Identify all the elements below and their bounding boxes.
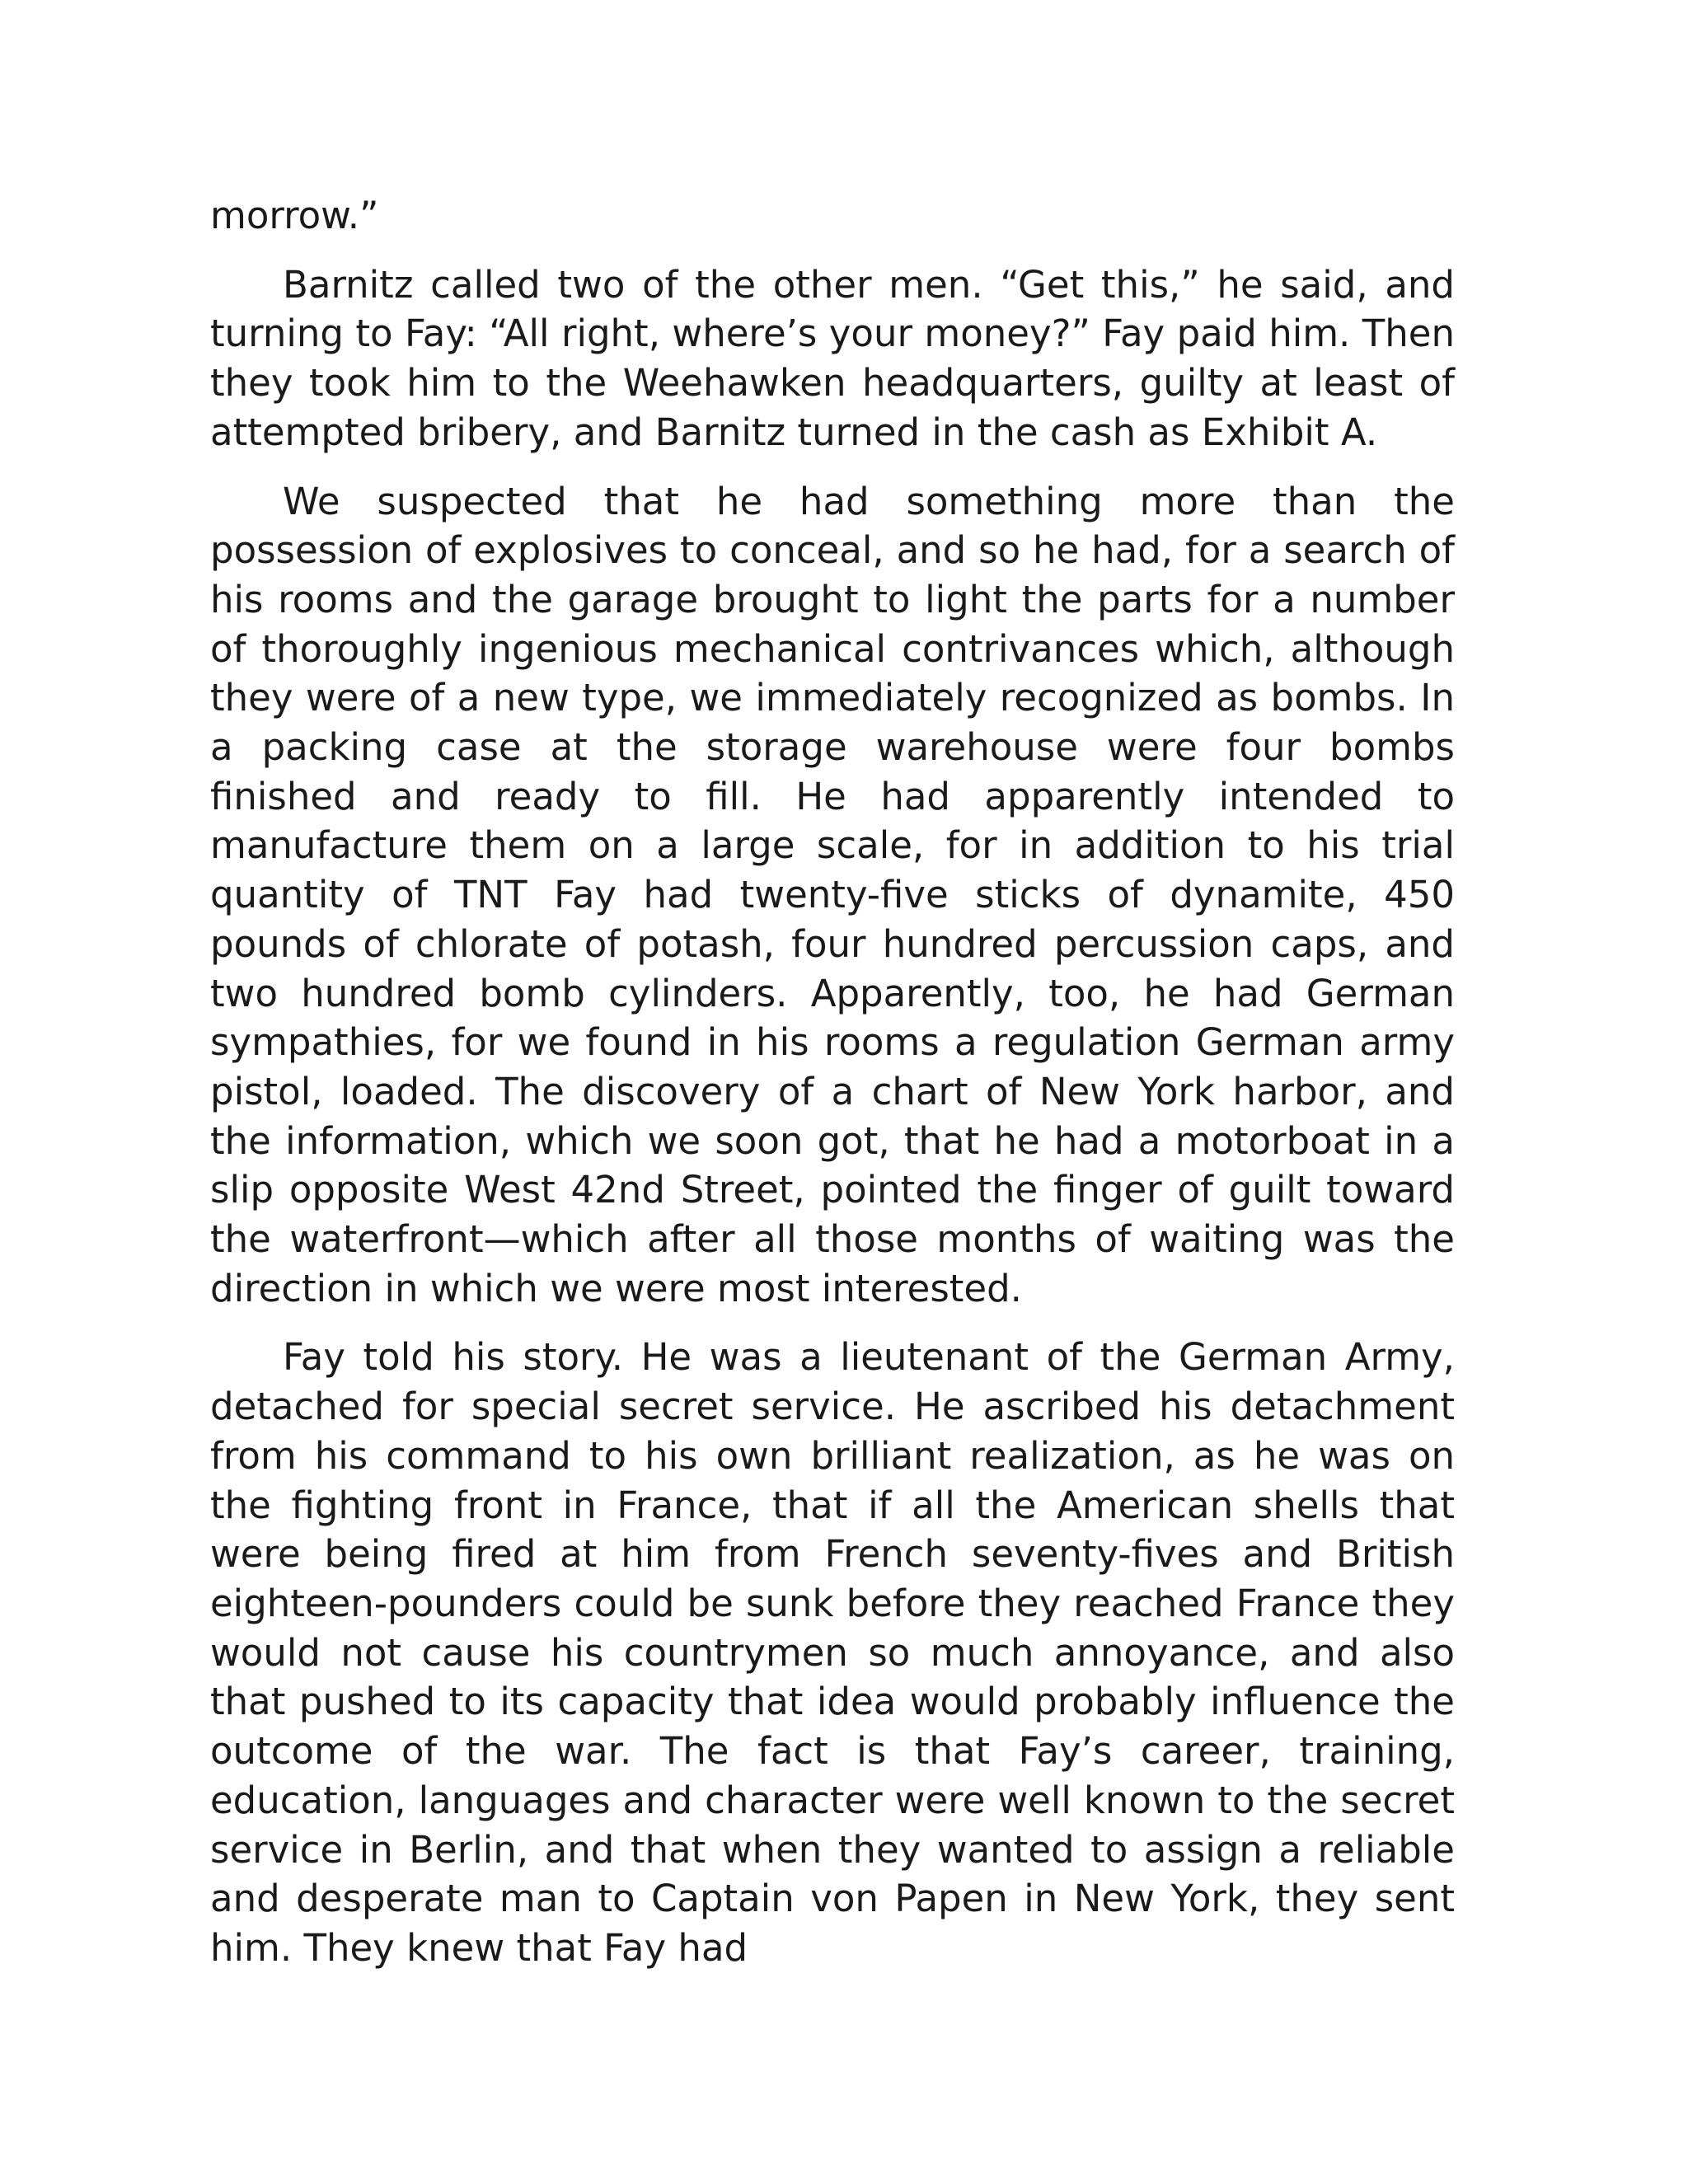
text-body	[210, 191, 1455, 1993]
paragraph-barnitz: Barnitz called two of the other men. “Get this,” he said, and turning to Fay: “All right, where’s your money?” Fay paid him. Then they took him to the Weehawken headquarters, guilty at least of attempted bribery, and Barnitz turned in the cash as Exhibit A.	[210, 262, 1455, 454]
paragraph-fay-story: Fay told his story. He was a lieutenant of the German Army, detached for special secret service. He ascribed his detachment from his command to his own brilliant realization, as he was on the fighting front in France, that if all the American shells that were being fired at him from French seventy-fives and British eighteen-pounders could be sunk before they reached France they would not cause his countrymen so much annoyance, and also that pushed to its capacity that idea would probably influence the outcome of the war. The fact is that Fay’s career, training, education, languages and character were well known to the secret service in Berlin, and that when they wanted to assign a reliable and desperate man to Captain von Papen in New York, they sent him. They knew that Fay had	[210, 1335, 1455, 1970]
paragraph-continuation: morrow.”	[210, 194, 379, 237]
paragraph-bombs-search: We suspected that he had something more than the possession of explosives to conceal, and so he had, for a search of his rooms and the garage brought to light the parts for a number of thoroughly ingenious mechanical contrivances which, although they were of a new type, we immediately recognized as bombs. In a packing case at the storage warehouse were four bombs finished and ready to fill. He had apparently intended to manufacture them on a large scale, for in addition to his trial quantity of TNT Fay had twenty-five sticks of dynamite, 450 pounds of chlorate of potash, four hundred percussion caps, and two hundred bomb cylinders. Apparently, too, he had German sympathies, for we found in his rooms a regulation German army pistol, loaded. The discovery of a chart of New York harbor, and the information, which we soon got, that he had a motorboat in a slip opposite West 42nd Street, pointed the finger of guilt toward the waterfront—which after all those months of waiting was the direction in which we were most interested.	[210, 479, 1455, 1310]
